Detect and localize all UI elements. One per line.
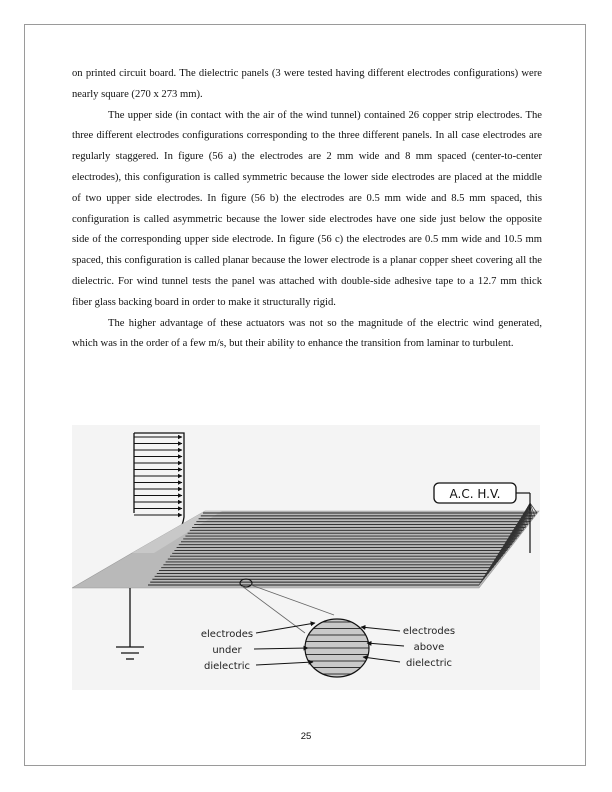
actuator-diagram: [72, 425, 540, 690]
under-label-line-2: under: [212, 645, 242, 656]
under-label-line-1: electrodes: [200, 629, 254, 640]
paragraph-3: The higher advantage of these actuators was not so the magnitude of the electric wind generated, which was in the order of a few m/s, but their ability to enhance the transition from laminar to turbulent.: [72, 317, 542, 350]
above-label-line-2: above: [413, 642, 445, 653]
body-text: [72, 64, 542, 355]
paragraph-2: The upper side (in contact with the air of the wind tunnel) contained 26 copper strip electrodes. The three different electrodes configurations corresponding to the three different panels. In all case electrodes are regularly staggered. In figure (56 a) the electrodes are 2 mm wide and 8 mm spaced (center-to-center electrodes), this configuration is called symmetric because the lower side electrodes are placed at the middle of two upper side electrodes. In figure (56 b) the electrodes are 0.5 mm wide and 8.5 mm spaced, this configuration is called asymmetric because the lower side electrodes have one side just below the opposite side of the corresponding upper side electrode. In figure (56 c) the electrodes are 0.5 mm wide and 10.5 mm spaced, this configuration is called planar because the lower electrode is a planar copper sheet covering all the dielectric. For wind tunnel tests the panel was attached with double-side adhesive tape to a 12.7 mm thick fiber glass backing board in order to make it structurally rigid.: [72, 109, 542, 308]
under-label-line-3: dielectric: [203, 661, 251, 672]
paragraph-1: on printed circuit board. The dielectric panels (3 were tested having different electrodes configurations) were nearly square (270 x 273 mm).: [72, 68, 542, 100]
actuator-figure: [72, 425, 540, 690]
ac-hv-label: A.C. H.V.: [449, 487, 501, 501]
above-label-line-3: dielectric: [405, 658, 453, 669]
above-label-line-1: electrodes: [402, 626, 456, 637]
page-number: 25: [300, 731, 312, 742]
